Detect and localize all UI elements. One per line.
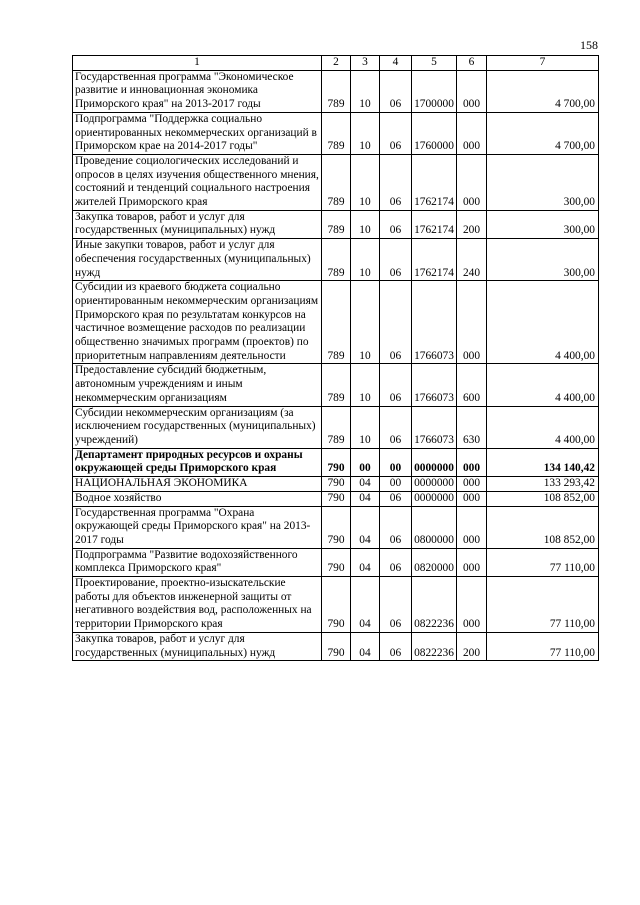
row-code-5: 0822236 — [412, 577, 457, 633]
row-name: Подпрограмма "Развитие водохозяйственного комплекса Приморского края" — [73, 548, 322, 576]
row-code-5: 1766073 — [412, 281, 457, 364]
header-col-7: 7 — [487, 56, 599, 71]
row-code-6: 200 — [457, 210, 487, 238]
row-code-6: 200 — [457, 632, 487, 660]
row-code-6: 000 — [457, 70, 487, 112]
table-row — [73, 577, 599, 633]
row-code-4: 06 — [380, 239, 412, 281]
row-code-2: 789 — [322, 364, 351, 406]
table-body — [73, 56, 599, 661]
row-code-6: 630 — [457, 406, 487, 448]
budget-table — [72, 55, 599, 661]
header-col-6: 6 — [457, 56, 487, 71]
row-name: Субсидии некоммерческим организациям (за исключением государственных (муниципальных) учреждений) — [73, 406, 322, 448]
row-code-3: 10 — [351, 210, 380, 238]
row-code-6: 240 — [457, 239, 487, 281]
row-code-3: 00 — [351, 448, 380, 476]
row-name: Государственная программа "Охрана окружающей среды Приморского края" на 2013-2017 годы — [73, 506, 322, 548]
table-row — [73, 210, 599, 238]
row-code-4: 06 — [380, 281, 412, 364]
row-name: Предоставление субсидий бюджетным, автономным учреждениям и иным некоммерческим организациям — [73, 364, 322, 406]
row-code-2: 790 — [322, 491, 351, 506]
row-name: Государственная программа "Экономическое развитие и инновационная экономика Приморского края" на 2013-2017 годы — [73, 70, 322, 112]
row-code-4: 06 — [380, 491, 412, 506]
row-amount: 108 852,00 — [487, 491, 599, 506]
row-amount: 77 110,00 — [487, 577, 599, 633]
row-name: Проектирование, проектно-изыскательские работы для объектов инженерной защиты от негативного воздействия вод, расположенных на территории Приморского края — [73, 577, 322, 633]
row-code-5: 1760000 — [412, 112, 457, 154]
row-name: Департамент природных ресурсов и охраны окружающей среды Приморского края — [73, 448, 322, 476]
row-name: Подпрограмма "Поддержка социально ориентированных некоммерческих организаций в Приморском крае на 2014-2017 годы" — [73, 112, 322, 154]
row-code-3: 04 — [351, 506, 380, 548]
row-code-5: 0000000 — [412, 477, 457, 492]
table-row — [73, 548, 599, 576]
row-code-6: 000 — [457, 548, 487, 576]
row-code-4: 06 — [380, 506, 412, 548]
row-code-6: 000 — [457, 477, 487, 492]
row-code-5: 0820000 — [412, 548, 457, 576]
row-code-4: 06 — [380, 210, 412, 238]
table-row — [73, 239, 599, 281]
row-code-4: 06 — [380, 632, 412, 660]
row-code-2: 789 — [322, 406, 351, 448]
row-amount: 300,00 — [487, 239, 599, 281]
header-col-1: 1 — [73, 56, 322, 71]
row-amount: 77 110,00 — [487, 632, 599, 660]
table-row — [73, 632, 599, 660]
row-code-2: 789 — [322, 239, 351, 281]
row-code-3: 10 — [351, 70, 380, 112]
header-col-5: 5 — [412, 56, 457, 71]
table-row — [73, 448, 599, 476]
row-code-4: 06 — [380, 577, 412, 633]
row-code-3: 10 — [351, 406, 380, 448]
row-code-3: 04 — [351, 548, 380, 576]
row-name: Закупка товаров, работ и услуг для государственных (муниципальных) нужд — [73, 210, 322, 238]
table-row — [73, 281, 599, 364]
row-code-4: 06 — [380, 70, 412, 112]
row-amount: 4 700,00 — [487, 70, 599, 112]
header-col-2: 2 — [322, 56, 351, 71]
row-name: Закупка товаров, работ и услуг для государственных (муниципальных) нужд — [73, 632, 322, 660]
row-code-2: 789 — [322, 112, 351, 154]
row-code-5: 1762174 — [412, 239, 457, 281]
row-amount: 300,00 — [487, 210, 599, 238]
row-code-6: 000 — [457, 281, 487, 364]
table-row — [73, 112, 599, 154]
row-code-2: 790 — [322, 448, 351, 476]
row-amount: 108 852,00 — [487, 506, 599, 548]
table-row — [73, 154, 599, 210]
row-amount: 4 400,00 — [487, 281, 599, 364]
row-name: Субсидии из краевого бюджета социально ориентированным некоммерческим организациям Приморского края по результатам конкурсов на частичное возмещение расходов по реализации общественно значимых программ (проектов) по приоритетным направлениям деятельности — [73, 281, 322, 364]
row-code-6: 000 — [457, 577, 487, 633]
table-row — [73, 364, 599, 406]
row-code-3: 10 — [351, 239, 380, 281]
row-code-2: 789 — [322, 210, 351, 238]
row-name: Водное хозяйство — [73, 491, 322, 506]
row-code-6: 600 — [457, 364, 487, 406]
row-code-4: 06 — [380, 406, 412, 448]
page-number: 158 — [580, 38, 598, 52]
row-code-2: 790 — [322, 477, 351, 492]
row-name: Проведение социологических исследований и опросов в целях изучения общественного мнения, состояний и тенденций социального настроения жителей Приморского края — [73, 154, 322, 210]
row-code-5: 1700000 — [412, 70, 457, 112]
row-code-6: 000 — [457, 448, 487, 476]
row-code-2: 790 — [322, 632, 351, 660]
row-amount: 300,00 — [487, 154, 599, 210]
row-code-6: 000 — [457, 154, 487, 210]
table-row — [73, 506, 599, 548]
row-code-5: 1766073 — [412, 406, 457, 448]
row-code-5: 0800000 — [412, 506, 457, 548]
row-code-5: 1762174 — [412, 154, 457, 210]
row-amount: 134 140,42 — [487, 448, 599, 476]
row-code-5: 1762174 — [412, 210, 457, 238]
row-code-2: 789 — [322, 154, 351, 210]
row-code-3: 10 — [351, 112, 380, 154]
row-code-4: 00 — [380, 448, 412, 476]
row-amount: 4 400,00 — [487, 406, 599, 448]
row-name: Иные закупки товаров, работ и услуг для обеспечения государственных (муниципальных) нужд — [73, 239, 322, 281]
row-code-4: 06 — [380, 548, 412, 576]
table-row — [73, 477, 599, 492]
row-code-2: 789 — [322, 281, 351, 364]
row-code-5: 0000000 — [412, 448, 457, 476]
row-code-3: 04 — [351, 577, 380, 633]
row-amount: 133 293,42 — [487, 477, 599, 492]
row-code-4: 06 — [380, 154, 412, 210]
row-code-2: 790 — [322, 506, 351, 548]
row-name: НАЦИОНАЛЬНАЯ ЭКОНОМИКА — [73, 477, 322, 492]
header-col-3: 3 — [351, 56, 380, 71]
row-code-4: 06 — [380, 112, 412, 154]
row-code-5: 0822236 — [412, 632, 457, 660]
table-header-row — [73, 56, 599, 71]
row-code-3: 04 — [351, 491, 380, 506]
row-code-2: 789 — [322, 70, 351, 112]
row-code-3: 10 — [351, 154, 380, 210]
row-code-6: 000 — [457, 112, 487, 154]
row-amount: 4 700,00 — [487, 112, 599, 154]
row-code-5: 1766073 — [412, 364, 457, 406]
row-code-2: 790 — [322, 577, 351, 633]
row-code-3: 10 — [351, 281, 380, 364]
table-row — [73, 406, 599, 448]
row-code-2: 790 — [322, 548, 351, 576]
row-code-3: 10 — [351, 364, 380, 406]
table-row — [73, 491, 599, 506]
row-amount: 77 110,00 — [487, 548, 599, 576]
row-code-3: 04 — [351, 632, 380, 660]
row-code-4: 00 — [380, 477, 412, 492]
row-code-6: 000 — [457, 491, 487, 506]
header-col-4: 4 — [380, 56, 412, 71]
row-code-5: 0000000 — [412, 491, 457, 506]
row-code-6: 000 — [457, 506, 487, 548]
row-amount: 4 400,00 — [487, 364, 599, 406]
table-row — [73, 70, 599, 112]
row-code-4: 06 — [380, 364, 412, 406]
row-code-3: 04 — [351, 477, 380, 492]
